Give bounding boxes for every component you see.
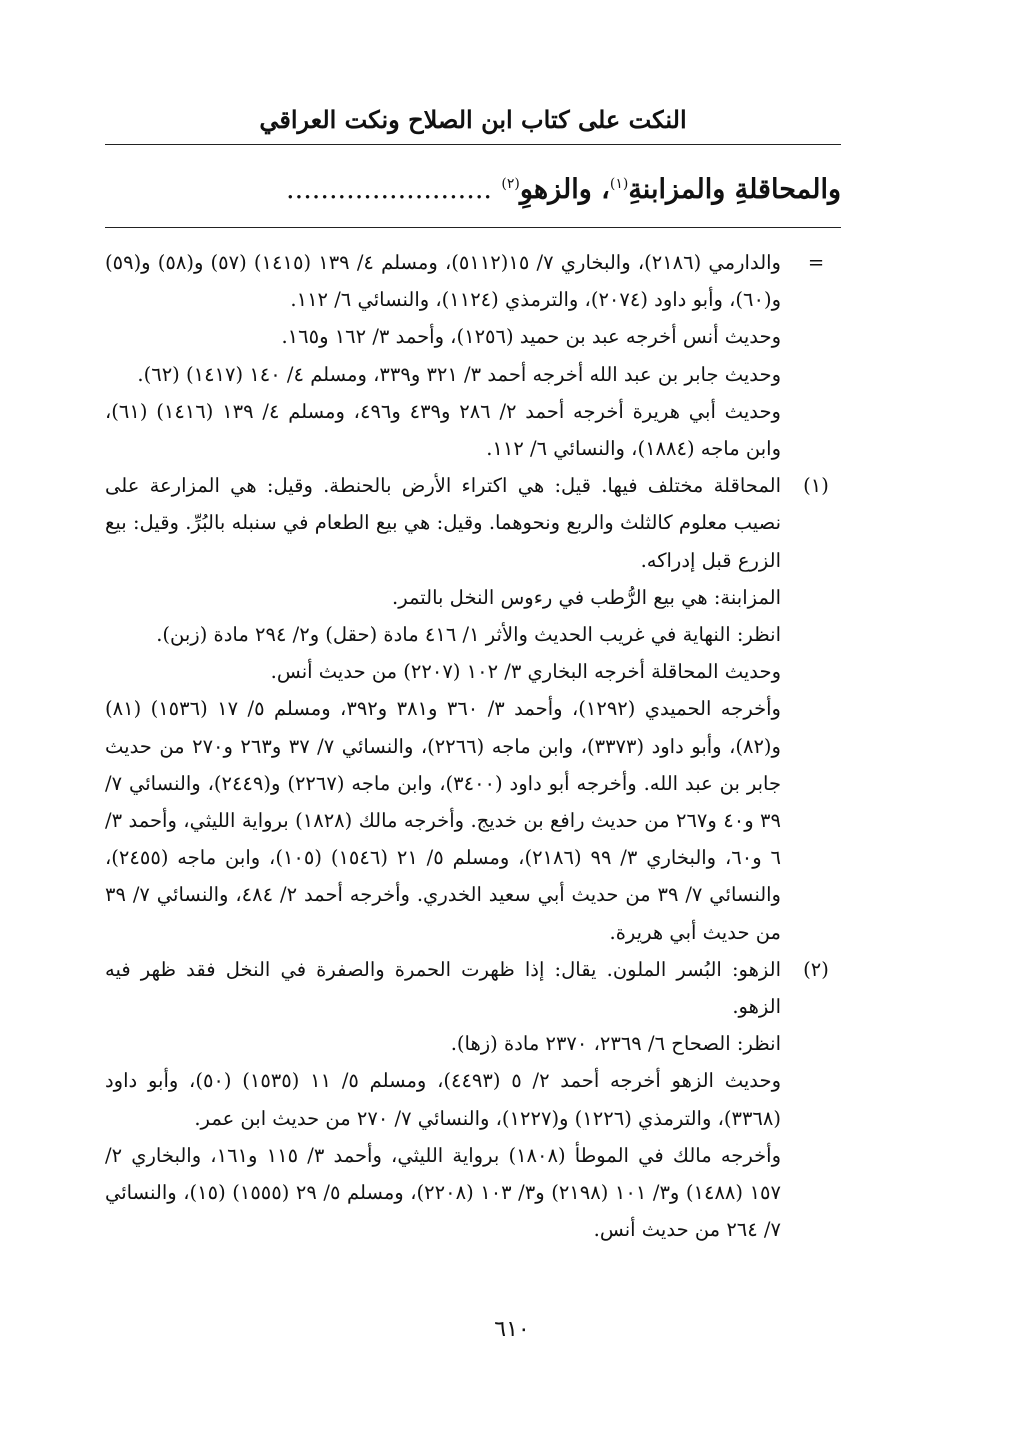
- main-text-part2: ، والزهوِ: [519, 174, 610, 205]
- footnote-paragraph: وأخرجه الحميدي (١٢٩٢)، وأحمد ٣/ ٣٦٠ و٣٨١ و٣٩٢، ومسلم ٥/ ١٧ (١٥٣٦) (٨١) و(٨٢)، وأبو داود (٣٣٧٣)، وابن ماجه (٢٢٦٦)، والنسائي ٧/ ٣٧ و٢٦٣ و٢٧٠ من حديث جابر بن عبد الله. وأخرجه أبو داود (٣٤٠٠)، وابن ماجه (٢٢٦٧) و(٢٤٤٩)، والنسائي ٧/ ٣٩ و٤٠ و٢٦٧ من حديث رافع بن خديج. وأخرجه مالك (١٨٢٨) برواية الليثي، وأحمد ٣/ ٦ و٦٠، والبخاري ٣/ ٩٩ (٢١٨٦)، ومسلم ٥/ ٢١ (١٥٤٦) (١٠٥)، وابن ماجه (٢٤٥٥)، والنسائي ٧/ ٣٩ من حديث أبي سعيد الخدري. وأخرجه أحمد ٢/ ٤٨٤، والنسائي ٧/ ٣٩ من حديث أبي هريرة.: [105, 697, 782, 944]
- footnotes: [105, 244, 841, 1248]
- footnote-mark: =: [807, 251, 825, 274]
- footnote-paragraph: وأخرجه مالك في الموطأ (١٨٠٨) برواية الليثي، وأحمد ٣/ ١١٥ و١٦١، والبخاري ٢/ ١٥٧ (١٤٨٨) و٣/ ١٠١ (٢١٩٨) و٣/ ١٠٣ (٢٢٠٨)، ومسلم ٥/ ٢٩ (١٥٥٥) (١٥)، والنسائي ٧/ ٢٦٤ من حديث أنس.: [105, 1143, 781, 1242]
- footnote-paragraph: الزهو: البُسر الملون. يقال: إذا ظهرت الحمرة والصفرة في النخل فقد ظهر فيه الزهو.: [105, 957, 781, 1019]
- footnote-body: [105, 244, 781, 467]
- footnote-paragraph: انظر: الصحاح ٦/ ٢٣٦٩، ٢٣٧٠ مادة (زها).: [450, 1032, 781, 1056]
- footnote-continuation: [105, 244, 841, 467]
- running-title: النكت على كتاب ابن الصلاح ونكت العراقي: [259, 105, 687, 134]
- footnote-paragraph: وحديث أنس أخرجه عبد بن حميد (١٢٥٦)، وأحمد ٣/ ١٦٢ و١٦٥.: [281, 325, 781, 349]
- main-text-part1: والمحاقلةِ والمزابنةِ: [628, 174, 841, 205]
- main-text-line: [105, 162, 841, 212]
- footnote-paragraph: وحديث أبي هريرة أخرجه أحمد ٢/ ٢٨٦ و٤٣٩ و٤٩٦، ومسلم ٤/ ١٣٩ (١٤١٦) (٦١)، وابن ماجه (١٨٨٤)، والنسائي ٦/ ١١٢.: [105, 399, 781, 461]
- footnote-paragraph: المحاقلة مختلف فيها. قيل: هي اكتراء الأرض بالحنطة. وقيل: هي المزارعة على نصيب معلوم كالثلث والربع ونحوهما. وقيل: هي بيع الطعام في سنبله بالبُرِّ. وقيل: بيع الزرع قبل إدراكه.: [105, 474, 781, 572]
- footnote-body: [105, 951, 781, 1249]
- footnote-mark-2: (٢): [501, 176, 520, 192]
- footnote-separator-rule: [105, 227, 841, 228]
- footnote-1: [105, 467, 841, 951]
- footnote-paragraph: وحديث جابر بن عبد الله أخرجه أحمد ٣/ ٣٢١ و٣٣٩، ومسلم ٤/ ١٤٠ (١٤١٧) (٦٢).: [137, 362, 781, 386]
- footnote-mark-1: (١): [609, 176, 629, 192]
- leader-dots: ........................: [286, 174, 493, 205]
- footnote-paragraph: انظر: النهاية في غريب الحديث والأثر ١/ ٤١٦ مادة (حقل) و٢/ ٢٩٤ مادة (زبن).: [156, 623, 781, 647]
- footnote-paragraph: والدارمي (٢١٨٦)، والبخاري ٧/ ١٥(٥١١٢)، ومسلم ٤/ ١٣٩ (١٤١٥) (٥٧) و(٥٨) و(٥٩) و(٦٠)، وأبو داود (٢٠٧٤)، والترمذي (١١٢٤)، والنسائي ٦/ ١١٢.: [105, 251, 781, 312]
- page-number: ٦١٠: [494, 1317, 530, 1342]
- footnote-mark: (٢): [803, 957, 829, 981]
- footnote-paragraph: وحديث الزهو أخرجه أحمد ٢/ ٥ (٤٤٩٣)، ومسلم ٥/ ١١ (١٥٣٥) (٥٠)، وأبو داود (٣٣٦٨)، والترمذي (١٢٢٦) و(١٢٢٧)، والنسائي ٧/ ٢٧٠ من حديث ابن عمر.: [105, 1069, 782, 1130]
- footnote-body: [105, 467, 781, 951]
- footnote-paragraph: وحديث المحاقلة أخرجه البخاري ٣/ ١٠٢ (٢٢٠٧) من حديث أنس.: [270, 660, 781, 684]
- footnote-2: [105, 951, 841, 1249]
- footnote-paragraph: المزابنة: هي بيع الرُّطب في رءوس النخل بالتمر.: [392, 585, 781, 609]
- header-rule: [105, 144, 841, 145]
- footnote-mark: (١): [803, 474, 829, 498]
